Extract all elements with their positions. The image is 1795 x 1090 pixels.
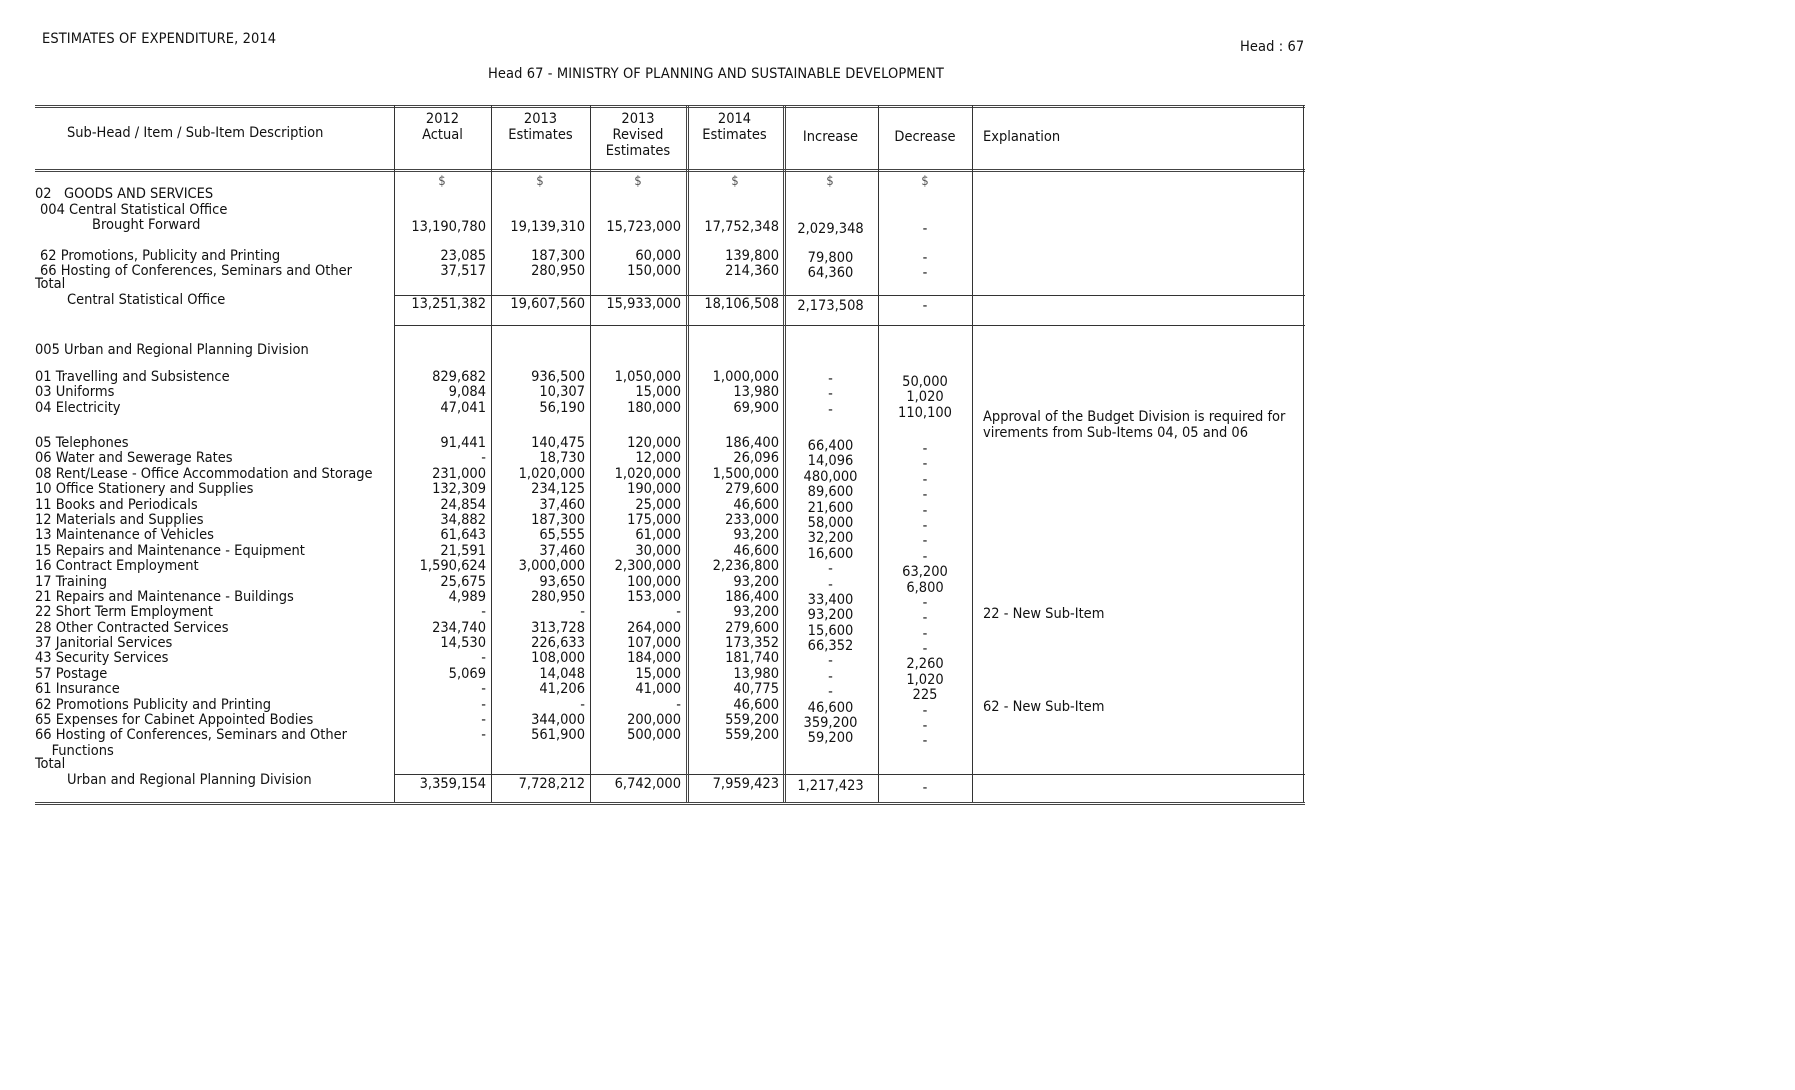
table-cell: 2,260	[906, 656, 944, 673]
explanation-virements-2: virements from Sub-Items 04, 05 and 06	[983, 425, 1249, 441]
table-cell: 21,591	[440, 542, 486, 559]
table-cell: 1,020,000	[518, 465, 585, 482]
table-cell: 18,730	[539, 450, 585, 467]
table-cell: 231,000	[432, 465, 486, 482]
table-cell: 15,600	[807, 622, 854, 639]
section1-2013r	[590, 249, 681, 280]
table-cell: -	[922, 548, 928, 565]
table-cell: 234,740	[432, 619, 486, 636]
table-cell: -	[580, 696, 585, 713]
total2-2013r: 6,742,000	[614, 776, 681, 792]
table-cell: 225	[912, 687, 938, 704]
table-cell: 34,882	[440, 511, 486, 528]
item-title: 005 Urban and Regional Planning Division	[35, 342, 309, 358]
table-cell: 13,980	[733, 665, 779, 682]
total2-2013: 7,728,212	[518, 776, 585, 792]
section2a-decrease	[878, 375, 972, 421]
total-label: Total	[35, 756, 66, 772]
currency-symbol: $	[731, 174, 739, 189]
table-cell: -	[922, 502, 928, 519]
table-cell: 107,000	[627, 635, 681, 652]
table-cell: 46,600	[733, 696, 779, 713]
table-cell	[394, 744, 486, 759]
table-cell: 936,500	[531, 369, 585, 385]
table-cell: 28 Other Contracted Services	[35, 619, 229, 636]
table-cell: 108,000	[531, 650, 585, 667]
table-cell: 56,190	[539, 399, 585, 416]
bf-decrease: -	[922, 221, 928, 237]
total1-2013r: 15,933,000	[606, 296, 681, 312]
table-cell: 120,000	[627, 435, 681, 451]
table-cell: -	[828, 668, 833, 685]
table-bottom-rule	[35, 802, 1305, 805]
currency-symbol: $	[826, 174, 834, 189]
table-cell: 279,600	[725, 481, 779, 498]
table-cell: -	[828, 371, 833, 387]
expenditure-table	[35, 105, 1305, 805]
table-cell: 65 Expenses for Cabinet Appointed Bodies	[35, 712, 314, 729]
bf-2013r: 15,723,000	[606, 219, 681, 235]
table-cell: 280,950	[531, 263, 585, 280]
table-cell: 22 Short Term Employment	[35, 604, 214, 621]
table-cell: 187,300	[531, 511, 585, 528]
table-cell: 12 Materials and Supplies	[35, 511, 204, 528]
table-cell: -	[481, 650, 486, 667]
section2a-descriptions	[35, 370, 390, 416]
section2b-2013r	[590, 436, 681, 759]
table-cell: 279,600	[725, 619, 779, 636]
table-cell: 139,800	[725, 248, 779, 264]
explanation-virements-1: Approval of the Budget Division is required for	[983, 409, 1286, 425]
table-cell: -	[922, 456, 928, 473]
table-cell: 57 Postage	[35, 665, 108, 682]
head-number: Head : 67	[1240, 39, 1305, 55]
section1-2014	[686, 249, 779, 280]
table-cell	[686, 744, 779, 759]
table-cell: 89,600	[807, 484, 854, 501]
table-top-rule	[35, 105, 1305, 108]
table-cell: 4,989	[448, 588, 486, 605]
table-cell: 61,643	[440, 527, 486, 544]
explanation-new-sub-item-62: 62 - New Sub-Item	[983, 699, 1105, 715]
table-cell: 46,600	[733, 542, 779, 559]
section2a-2013	[491, 370, 585, 416]
table-cell: 63,200	[902, 564, 948, 581]
table-cell: 10 Office Stationery and Supplies	[35, 481, 254, 498]
table-cell: 153,000	[627, 588, 681, 605]
table-cell: -	[828, 386, 833, 403]
bf-increase: 2,029,348	[797, 221, 864, 237]
table-cell: 100,000	[627, 573, 681, 590]
table-cell: 21,600	[807, 499, 854, 516]
table-cell: 190,000	[627, 481, 681, 498]
table-cell: -	[676, 696, 681, 713]
total2-2012: 3,359,154	[419, 776, 486, 792]
table-cell: 187,300	[531, 248, 585, 264]
table-cell: 214,360	[725, 263, 779, 280]
table-cell: -	[922, 517, 928, 534]
section2b-2013	[491, 436, 585, 759]
table-cell: -	[481, 604, 486, 621]
section2a-2012	[394, 370, 486, 416]
table-cell: 1,590,624	[419, 558, 486, 575]
table-cell: 91,441	[440, 435, 486, 451]
table-cell: 93,200	[807, 607, 854, 624]
table-cell: 186,400	[725, 435, 779, 451]
table-cell: -	[481, 450, 486, 467]
table-cell: 344,000	[531, 712, 585, 729]
table-cell: -	[922, 250, 928, 266]
table-cell: 150,000	[627, 263, 681, 280]
table-cell: -	[828, 401, 833, 418]
table-cell: -	[481, 696, 486, 713]
table-cell: 1,500,000	[712, 465, 779, 482]
table-cell: 46,600	[733, 496, 779, 513]
section2a-2014	[686, 370, 779, 416]
table-cell: 559,200	[725, 727, 779, 744]
table-cell: 280,950	[531, 588, 585, 605]
table-cell: 46,600	[807, 699, 854, 716]
table-cell: 69,900	[733, 399, 779, 416]
currency-symbol: $	[634, 174, 642, 189]
col-header-decrease: Decrease	[894, 129, 956, 145]
table-cell: 21 Repairs and Maintenance - Buildings	[35, 588, 294, 605]
table-cell: 15,000	[635, 384, 681, 401]
table-cell	[783, 747, 878, 762]
section2b-descriptions	[35, 436, 390, 759]
table-cell: -	[828, 576, 833, 593]
table-cell: 37,460	[539, 542, 585, 559]
bf-2012: 13,190,780	[411, 219, 486, 235]
table-cell: -	[922, 441, 928, 457]
table-cell: 62 Promotions, Publicity and Printing	[40, 248, 281, 264]
table-cell: 24,854	[440, 496, 486, 513]
table-cell: 93,200	[733, 527, 779, 544]
section1-2013	[491, 249, 585, 280]
table-cell: 13 Maintenance of Vehicles	[35, 527, 214, 544]
table-cell: 15,000	[635, 665, 681, 682]
table-cell: 561,900	[531, 727, 585, 744]
table-cell: 26,096	[733, 450, 779, 467]
total1-decrease: -	[922, 298, 928, 314]
table-cell: 64,360	[807, 265, 854, 282]
brought-forward-label: Brought Forward	[92, 217, 201, 233]
table-cell: 93,200	[733, 604, 779, 621]
table-cell: 184,000	[627, 650, 681, 667]
table-cell: 1,020	[906, 389, 944, 406]
table-cell: 66,352	[807, 638, 854, 655]
page-title: Head 67 - MINISTRY OF PLANNING AND SUSTAINABLE DEVELOPMENT	[488, 66, 944, 82]
table-cell: 313,728	[531, 619, 585, 636]
table-cell: 58,000	[807, 514, 854, 531]
total1-increase: 2,173,508	[797, 298, 864, 314]
table-cell: 6,800	[906, 579, 944, 596]
table-cell: 480,000	[803, 468, 858, 485]
col-header-2013: 2013 Estimates	[508, 111, 573, 143]
table-cell: 61,000	[635, 527, 681, 544]
table-cell: 41,206	[539, 681, 585, 698]
col-rule	[1303, 105, 1304, 802]
table-cell: -	[828, 653, 833, 670]
table-cell: -	[922, 641, 928, 658]
table-cell: 132,309	[432, 481, 486, 498]
table-cell: -	[922, 265, 928, 282]
section1-decrease	[878, 251, 972, 282]
total2-decrease: -	[922, 780, 928, 796]
table-cell: 37,517	[440, 263, 486, 280]
table-cell: -	[922, 733, 928, 750]
table-cell: 43 Security Services	[35, 650, 169, 667]
col-header-2012: 2012 Actual	[422, 111, 463, 143]
table-cell: 233,000	[725, 511, 779, 528]
table-cell: 40,775	[733, 681, 779, 698]
col-header-2013-revised: 2013 Revised Estimates	[605, 111, 671, 159]
table-cell: 2,300,000	[614, 558, 681, 575]
total2-2014: 7,959,423	[712, 776, 779, 792]
table-cell: 1,020	[906, 671, 944, 688]
bf-2013: 19,139,310	[510, 219, 585, 235]
table-cell: 12,000	[635, 450, 681, 467]
table-cell	[590, 744, 681, 759]
table-cell: 829,682	[432, 369, 486, 385]
col-header-increase: Increase	[802, 129, 859, 145]
total1-2012: 13,251,382	[411, 296, 486, 312]
table-cell: 1,050,000	[614, 369, 681, 385]
table-cell: 234,125	[531, 481, 585, 498]
table-cell: 60,000	[635, 248, 681, 264]
total-description: Central Statistical Office	[67, 292, 226, 308]
table-cell: 14,096	[807, 453, 854, 470]
table-cell: 66 Hosting of Conferences, Seminars and Other	[35, 727, 347, 744]
table-cell: 23,085	[440, 248, 486, 264]
total2-increase: 1,217,423	[797, 778, 864, 794]
table-cell: 500,000	[627, 727, 681, 744]
section2b-increase	[783, 439, 878, 762]
table-cell: 37,460	[539, 496, 585, 513]
total1-2013: 19,607,560	[510, 296, 585, 312]
table-cell: 61 Insurance	[35, 681, 120, 698]
table-cell: -	[922, 594, 928, 611]
table-cell	[491, 744, 585, 759]
table-cell: 66,400	[807, 438, 854, 454]
col-header-2014: 2014 Estimates	[702, 111, 767, 143]
table-cell: 9,084	[448, 384, 486, 401]
table-cell: 226,633	[531, 635, 585, 652]
total1-2014: 18,106,508	[704, 296, 779, 312]
table-cell: 110,100	[898, 404, 952, 421]
table-cell: 175,000	[627, 511, 681, 528]
total-description: Urban and Regional Planning Division	[67, 772, 312, 788]
table-cell: 33,400	[807, 591, 854, 608]
table-cell	[878, 750, 972, 765]
item-title: 004 Central Statistical Office	[40, 202, 228, 218]
table-cell: 79,800	[807, 250, 854, 266]
section2b-2014	[686, 436, 779, 759]
table-cell: -	[922, 718, 928, 735]
table-cell: -	[828, 561, 833, 578]
table-cell: -	[922, 702, 928, 719]
currency-symbol: $	[536, 174, 544, 189]
table-cell: 37 Janitorial Services	[35, 635, 173, 652]
table-cell: -	[481, 712, 486, 729]
table-cell: 13,980	[733, 384, 779, 401]
section2a-increase	[783, 372, 878, 418]
table-cell: 1,020,000	[614, 465, 681, 482]
currency-symbol: $	[438, 174, 446, 189]
col-header-description: Sub-Head / Item / Sub-Item Description	[67, 125, 324, 141]
subhead-title: 02 GOODS AND SERVICES	[35, 186, 214, 202]
section2b-2012	[394, 436, 486, 759]
table-cell: 15 Repairs and Maintenance - Equipment	[35, 542, 305, 559]
table-cell: 14,530	[440, 635, 486, 652]
table-cell: 65,555	[539, 527, 585, 544]
table-cell: 62 Promotions Publicity and Printing	[35, 696, 272, 713]
table-cell: 17 Training	[35, 573, 107, 590]
table-cell: 359,200	[803, 715, 858, 732]
table-cell: -	[828, 684, 833, 701]
table-cell: 08 Rent/Lease - Office Accommodation and Storage	[35, 465, 373, 482]
table-cell: -	[922, 487, 928, 504]
table-cell: 04 Electricity	[35, 399, 121, 416]
header-bottom-rule	[35, 169, 1305, 172]
table-cell: 06 Water and Sewerage Rates	[35, 450, 233, 467]
total-label: Total	[35, 276, 66, 292]
table-cell: 59,200	[807, 730, 854, 747]
table-cell: 93,200	[733, 573, 779, 590]
table-cell: 50,000	[902, 374, 948, 390]
table-cell: 181,740	[725, 650, 779, 667]
table-cell: 14,048	[539, 665, 585, 682]
document-header-left: ESTIMATES OF EXPENDITURE, 2014	[42, 31, 277, 47]
section2a-2013r	[590, 370, 681, 416]
table-cell: 16,600	[807, 545, 854, 562]
table-cell: 25,000	[635, 496, 681, 513]
table-cell: 66 Hosting of Conferences, Seminars and Other	[40, 263, 352, 280]
col-rule	[972, 105, 973, 802]
bf-2014: 17,752,348	[704, 219, 779, 235]
table-cell: -	[676, 604, 681, 621]
table-cell: 1,000,000	[712, 369, 779, 385]
table-cell: -	[922, 533, 928, 550]
table-cell: 180,000	[627, 399, 681, 416]
table-cell: -	[580, 604, 585, 621]
explanation-new-sub-item-22: 22 - New Sub-Item	[983, 606, 1105, 622]
currency-symbol: $	[921, 174, 929, 189]
total2-top-rule	[394, 774, 1305, 775]
table-cell: 5,069	[448, 665, 486, 682]
section1-2012	[394, 249, 486, 280]
table-cell: 10,307	[539, 384, 585, 401]
table-cell: 173,352	[725, 635, 779, 652]
table-cell: 200,000	[627, 712, 681, 729]
table-cell: 25,675	[440, 573, 486, 590]
table-cell: 30,000	[635, 542, 681, 559]
table-cell: 264,000	[627, 619, 681, 636]
table-cell: 32,200	[807, 530, 854, 547]
table-cell: 16 Contract Employment	[35, 558, 199, 575]
table-cell: 03 Uniforms	[35, 384, 115, 401]
table-cell: 93,650	[539, 573, 585, 590]
table-cell: 01 Travelling and Subsistence	[35, 369, 230, 385]
table-cell: -	[922, 610, 928, 627]
section1-increase	[783, 251, 878, 282]
table-cell: 11 Books and Periodicals	[35, 496, 198, 513]
table-cell: 3,000,000	[518, 558, 585, 575]
table-cell: -	[481, 681, 486, 698]
table-cell: 140,475	[531, 435, 585, 451]
total1-bottom-rule	[394, 325, 1305, 326]
table-cell: 559,200	[725, 712, 779, 729]
section2b-decrease	[878, 442, 972, 765]
table-cell: 05 Telephones	[35, 435, 129, 451]
table-cell: -	[481, 727, 486, 744]
table-cell: -	[922, 625, 928, 642]
table-cell: 186,400	[725, 588, 779, 605]
table-cell: 47,041	[440, 399, 486, 416]
section1-descriptions	[40, 249, 390, 280]
table-cell: 2,236,800	[712, 558, 779, 575]
col-header-explanation: Explanation	[983, 129, 1061, 145]
table-cell: 41,000	[635, 681, 681, 698]
table-cell: Functions	[35, 742, 114, 759]
table-cell: -	[922, 471, 928, 488]
